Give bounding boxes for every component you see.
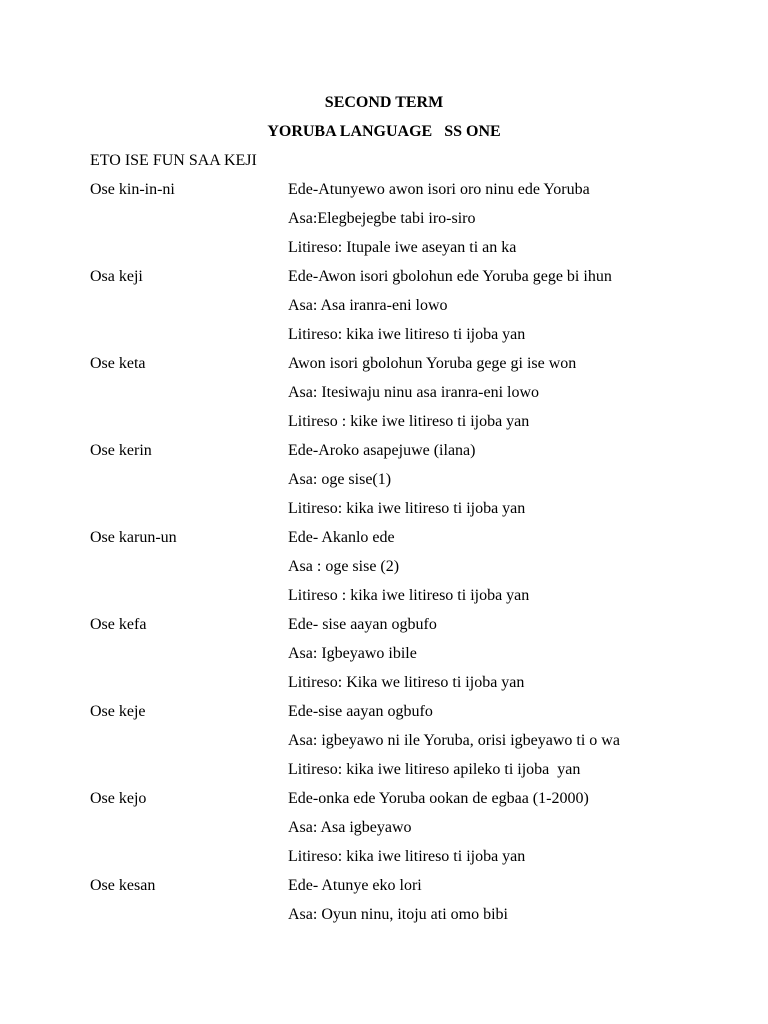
week-row	[90, 615, 690, 644]
week-label-spacer	[90, 238, 288, 267]
week-6	[90, 615, 690, 702]
week-label: Ose kin-in-ni	[90, 181, 175, 198]
week-label-spacer	[90, 557, 288, 586]
week-row	[90, 673, 690, 702]
week-row	[90, 296, 690, 325]
week-label-spacer	[90, 499, 288, 528]
week-row	[90, 760, 690, 789]
week-row	[90, 818, 690, 847]
topic-language: Ede-Awon isori gbolohun ede Yoruba gege bi ihun	[288, 268, 612, 285]
topic-culture: Asa: Asa igbeyawo	[288, 819, 412, 836]
week-row	[90, 905, 690, 934]
topic-culture: Asa: igbeyawo ni ile Yoruba, orisi igbeyawo ti o wa	[288, 732, 620, 749]
topic-literature: Litireso: Itupale iwe aseyan ti an ka	[288, 239, 517, 256]
week-label-spacer	[90, 731, 288, 760]
week-2	[90, 267, 690, 354]
week-3	[90, 354, 690, 441]
week-row	[90, 586, 690, 615]
topic-language: Ede-onka ede Yoruba ookan de egbaa (1-2000)	[288, 790, 589, 807]
week-label-spacer	[90, 760, 288, 789]
week-label-spacer	[90, 586, 288, 615]
topic-culture: Asa : oge sise (2)	[288, 558, 400, 575]
topic-culture: Asa: Asa iranra-eni lowo	[288, 297, 448, 314]
week-label-spacer	[90, 470, 288, 499]
topic-literature: Litireso : kike iwe litireso ti ijoba yan	[288, 413, 530, 430]
week-row	[90, 238, 690, 267]
week-row	[90, 383, 690, 412]
week-row	[90, 847, 690, 876]
topic-language: Ede-sise aayan ogbufo	[288, 703, 433, 720]
week-label-spacer	[90, 818, 288, 847]
week-row	[90, 528, 690, 557]
week-row	[90, 731, 690, 760]
topic-language: Ede-Atunyewo awon isori oro ninu ede Yoruba	[288, 181, 590, 198]
topic-culture: Asa: Oyun ninu, itoju ati omo bibi	[288, 906, 508, 923]
document-subtitle: YORUBA LANGUAGE SS ONE	[267, 123, 501, 140]
week-1	[90, 180, 690, 267]
week-row	[90, 354, 690, 383]
topic-literature: Litireso: kika iwe litireso ti ijoba yan	[288, 326, 526, 343]
week-9	[90, 876, 690, 934]
week-label-spacer	[90, 412, 288, 441]
topic-literature: Litireso: kika iwe litireso ti ijoba yan	[288, 500, 526, 517]
weekly-schedule	[90, 180, 690, 934]
week-label: Osa keji	[90, 268, 143, 285]
week-label: Ose karun-un	[90, 529, 177, 546]
topic-language: Awon isori gbolohun Yoruba gege gi ise won	[288, 355, 577, 372]
section-heading: ETO ISE FUN SAA KEJI	[90, 152, 257, 169]
week-label-spacer	[90, 209, 288, 238]
topic-culture: Asa: oge sise(1)	[288, 471, 392, 488]
topic-culture: Asa: Itesiwaju ninu asa iranra-eni lowo	[288, 384, 540, 401]
week-row	[90, 702, 690, 731]
week-row	[90, 209, 690, 238]
week-label: Ose kerin	[90, 442, 152, 459]
week-row	[90, 644, 690, 673]
topic-literature: Litireso : kika iwe litireso ti ijoba yan	[288, 587, 530, 604]
week-row	[90, 499, 690, 528]
week-label-spacer	[90, 905, 288, 934]
week-label-spacer	[90, 325, 288, 354]
week-label-spacer	[90, 644, 288, 673]
week-row	[90, 267, 690, 296]
week-label-spacer	[90, 296, 288, 325]
topic-culture: Asa: Igbeyawo ibile	[288, 645, 417, 662]
week-row	[90, 557, 690, 586]
week-row	[90, 470, 690, 499]
week-8	[90, 789, 690, 876]
week-row	[90, 412, 690, 441]
topic-literature: Litireso: kika iwe litireso apileko ti ijoba yan	[288, 761, 581, 778]
topic-language: Ede- Akanlo ede	[288, 529, 395, 546]
week-row	[90, 789, 690, 818]
week-row	[90, 876, 690, 905]
week-row	[90, 325, 690, 354]
week-label: Ose kefa	[90, 616, 147, 633]
week-label: Ose keta	[90, 355, 146, 372]
week-label-spacer	[90, 673, 288, 702]
week-label: Ose keje	[90, 703, 146, 720]
week-label-spacer	[90, 383, 288, 412]
topic-literature: Litireso: kika iwe litireso ti ijoba yan	[288, 848, 526, 865]
week-label: Ose kejo	[90, 790, 147, 807]
week-7	[90, 702, 690, 789]
week-row	[90, 180, 690, 209]
topic-culture: Asa:Elegbejegbe tabi iro-siro	[288, 210, 476, 227]
topic-language: Ede-Aroko asapejuwe (ilana)	[288, 442, 476, 459]
document-title: SECOND TERM	[324, 94, 444, 111]
topic-literature: Litireso: Kika we litireso ti ijoba yan	[288, 674, 525, 691]
topic-language: Ede- sise aayan ogbufo	[288, 616, 437, 633]
week-row	[90, 441, 690, 470]
week-label: Ose kesan	[90, 877, 156, 894]
week-4	[90, 441, 690, 528]
week-label-spacer	[90, 847, 288, 876]
topic-language: Ede- Atunye eko lori	[288, 877, 422, 894]
week-5	[90, 528, 690, 615]
